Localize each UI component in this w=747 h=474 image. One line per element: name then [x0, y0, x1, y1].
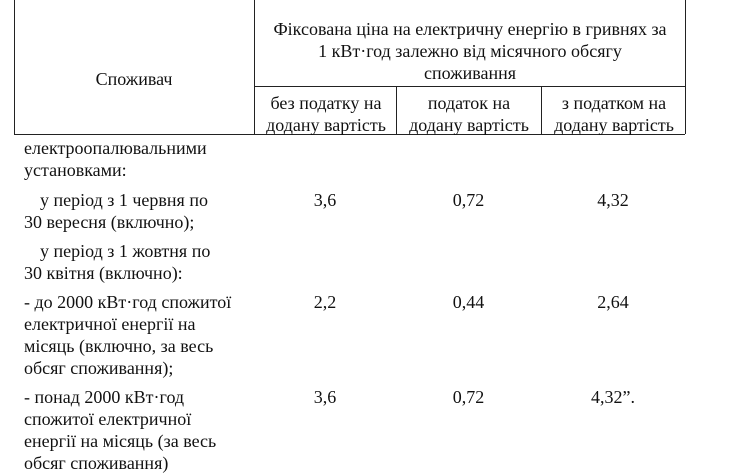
header-col-line: з податком на	[561, 93, 667, 113]
row-label-line: обсяг споживання)	[24, 453, 169, 473]
row-label-heating	[24, 137, 264, 181]
table-border-right	[685, 0, 686, 134]
table-divider-col2	[541, 86, 542, 134]
row-label-up-to-2000	[24, 291, 264, 379]
table-cell-value: 0,44	[452, 292, 485, 312]
row-label-line: місяць (включно, за весь	[24, 336, 214, 356]
header-col-line: додану вартість	[409, 115, 529, 135]
row-label-line: у період з 1 червня по	[40, 190, 208, 210]
row-label-line: електричної енергії на	[24, 314, 196, 334]
header-price-line: споживання	[423, 63, 517, 83]
table-divider-col1	[396, 86, 397, 134]
table-border-left	[14, 0, 15, 134]
table-cell-value: 2,64	[597, 292, 629, 312]
table-cell-value: 4,32”.	[591, 387, 635, 407]
header-col-line: додану вартість	[554, 115, 674, 135]
header-col-line: податок на	[427, 93, 511, 113]
header-subdivider	[254, 86, 685, 87]
row-label-line: обсяг споживання);	[24, 358, 174, 378]
row-label-over-2000	[24, 386, 264, 474]
row-label-line: електроопалювальними	[24, 138, 207, 158]
table-divider-consumer	[254, 0, 255, 134]
row-label-line: - до 2000 кВт·год спожитої	[24, 292, 232, 312]
row-label-line: установками:	[24, 160, 127, 180]
row-label-line: спожитої електричної	[24, 409, 192, 429]
header-col-with-vat	[543, 92, 685, 136]
table-cell-value: 0,72	[452, 190, 485, 210]
row-label-line: - понад 2000 кВт·год	[24, 387, 185, 407]
row-label-line: у період з 1 жовтня по	[40, 241, 211, 261]
table-cell-value: 3,6	[313, 387, 337, 407]
header-col-vat	[398, 92, 540, 136]
header-col-line: додану вартість	[266, 115, 386, 135]
header-consumer: Споживач	[95, 69, 173, 89]
table-cell-value: 0,72	[452, 387, 485, 407]
header-price-line: 1 кВт·год залежно від місячного обсягу	[318, 41, 622, 61]
row-label-line: енергії на місяць (за весь	[24, 431, 217, 451]
table-cell-value: 4,32	[597, 190, 629, 210]
table-cell-value: 3,6	[313, 190, 337, 210]
header-price-line: Фіксована ціна на електричну енергію в гривнях за	[273, 19, 667, 39]
row-label-line: 30 квітня (включно):	[24, 263, 183, 283]
row-label-summer	[24, 189, 280, 233]
row-label-line: 30 вересня (включно);	[24, 212, 195, 232]
header-price-title	[256, 18, 684, 84]
row-label-winter	[24, 240, 280, 284]
header-col-without-vat	[256, 92, 396, 136]
header-col-line: без податку на	[270, 93, 382, 113]
table-cell-value: 2,2	[313, 292, 337, 312]
